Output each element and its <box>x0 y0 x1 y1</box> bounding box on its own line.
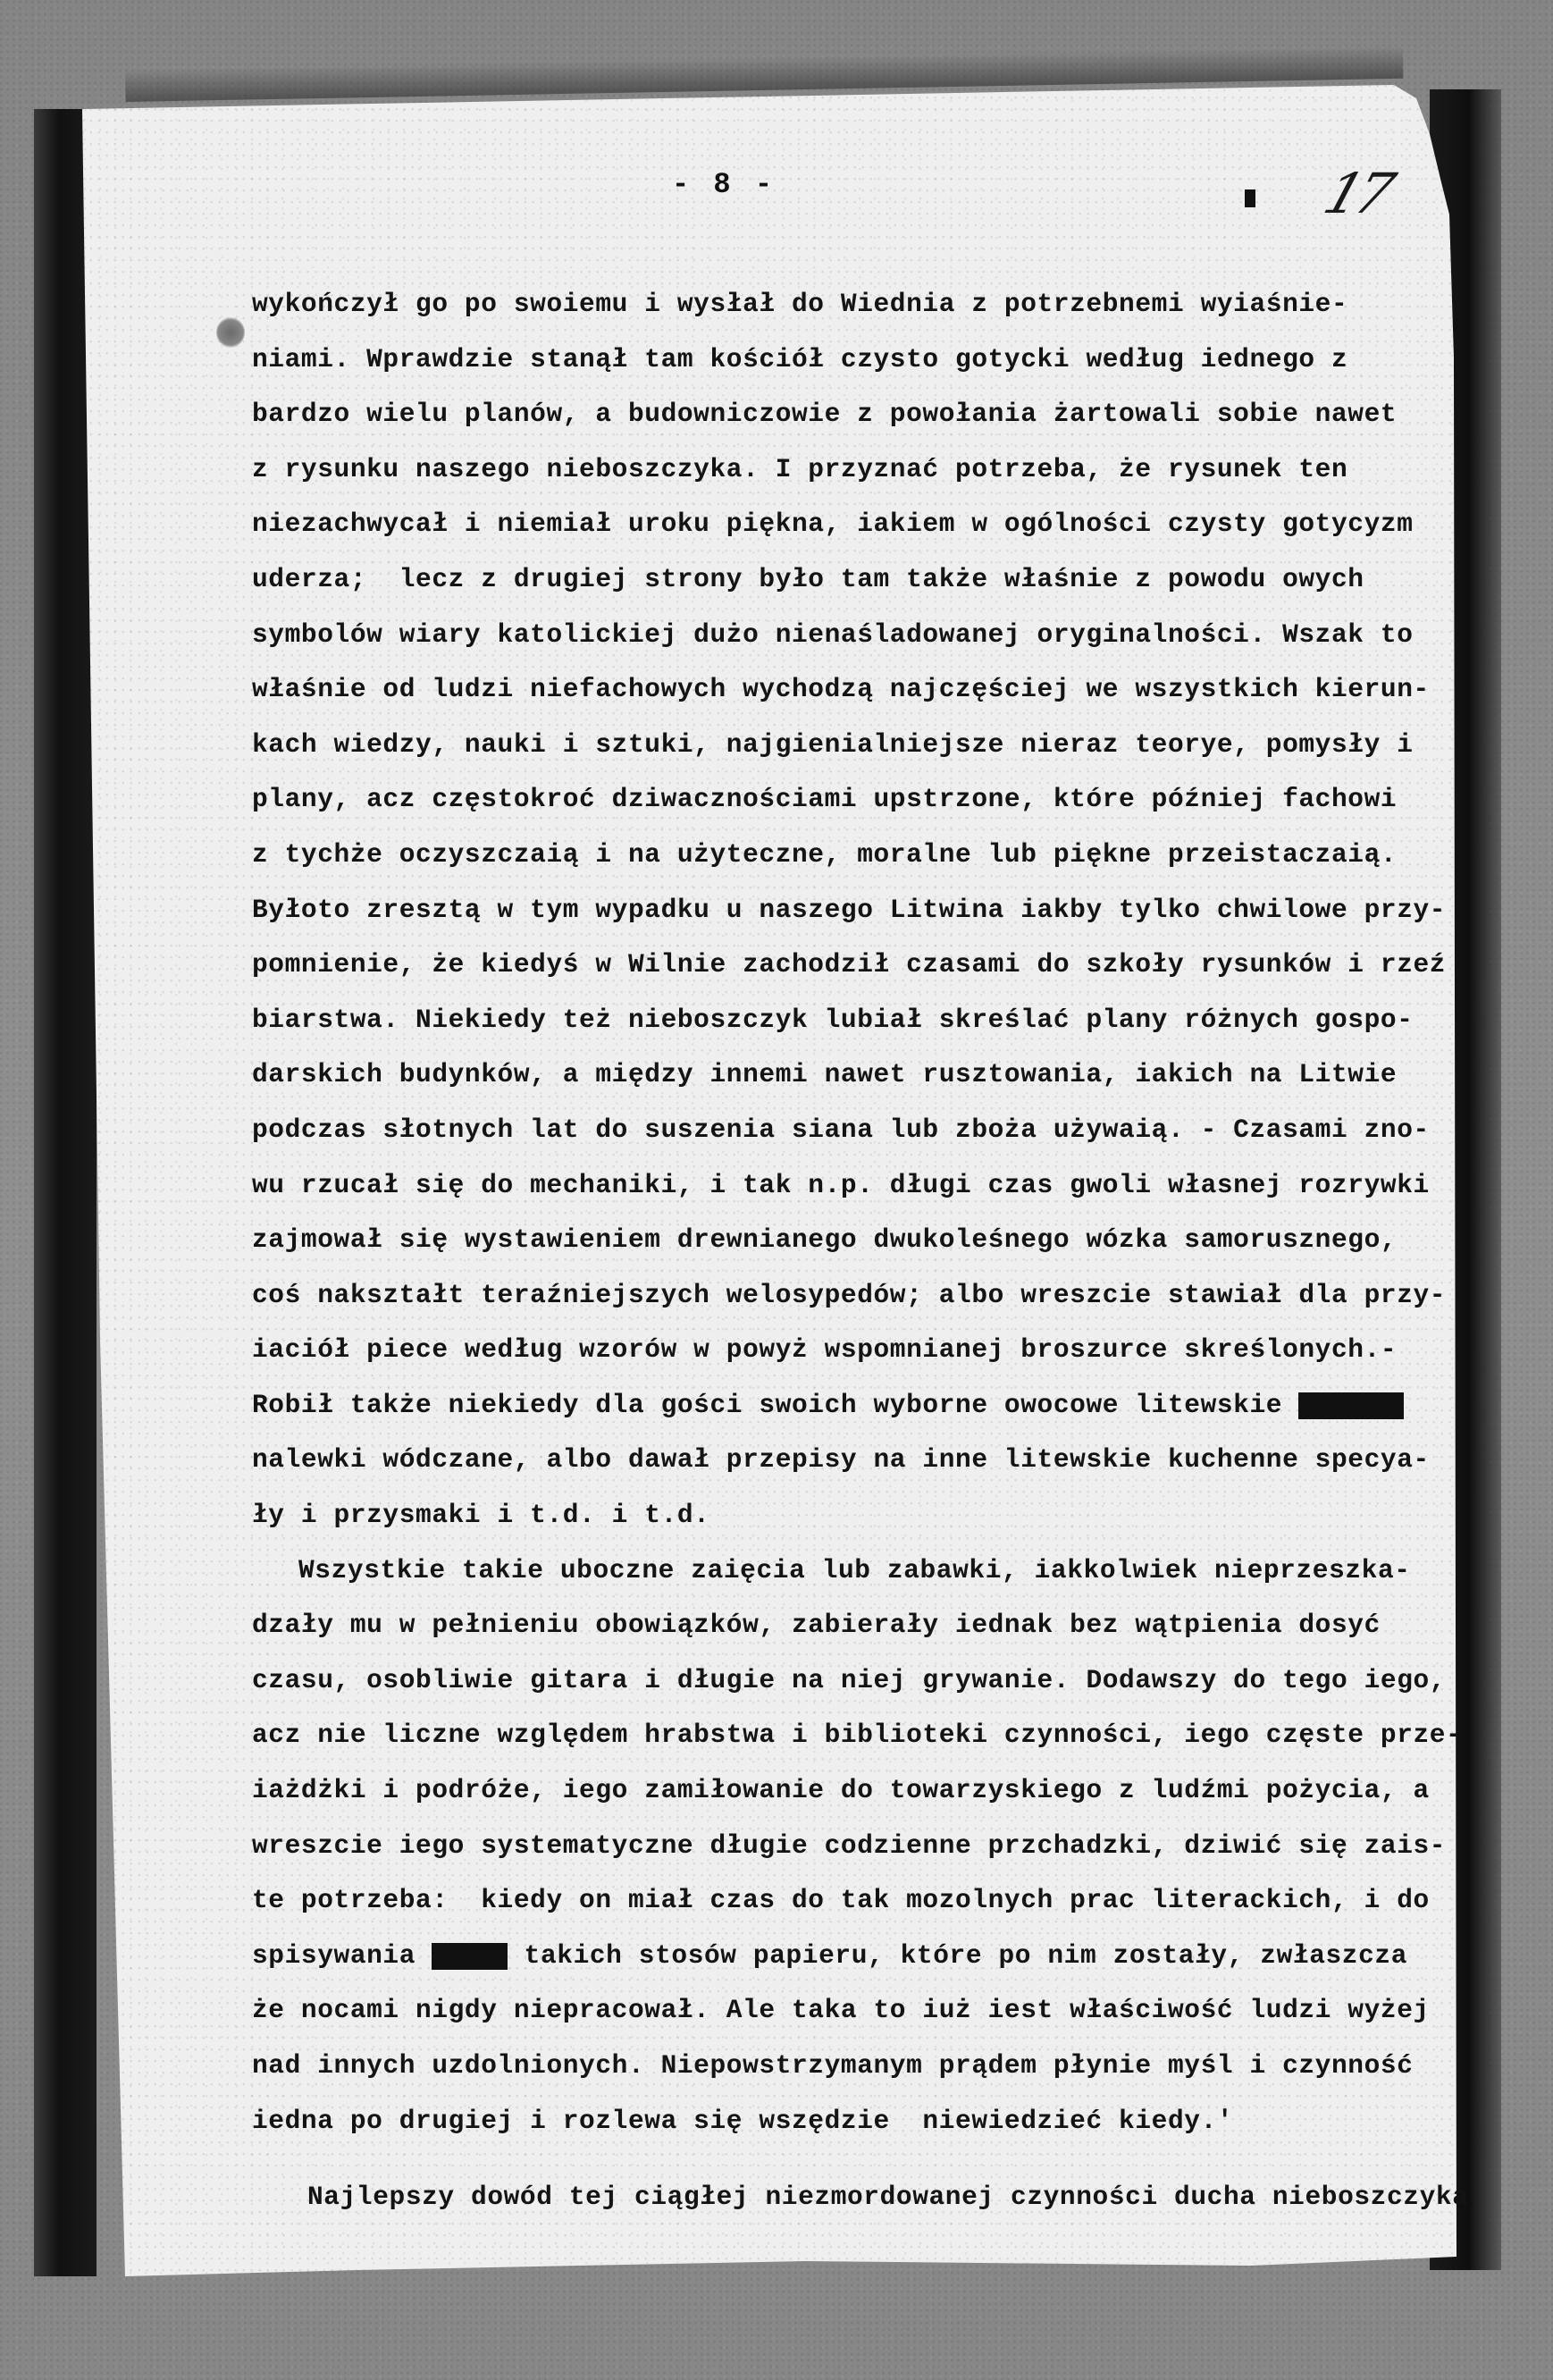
text-line: wykończył go po swoiemu i wysłał do Wiednia z potrzebnemi wyiaśnie- <box>252 289 1348 319</box>
text-line: Byłoto zresztą w tym wypadku u naszego Litwina iakby tylko chwilowe przy- <box>252 894 1447 925</box>
ink-mark <box>1245 189 1255 207</box>
text-line: acz nie liczne względem hrabstwa i biblioteki czynności, iego częste prze- <box>252 1720 1463 1751</box>
typewritten-body <box>252 277 1467 2225</box>
text-line: biarstwa. Niekiedy też nieboszczyk lubiał skreślać plany różnych gospo- <box>252 1004 1414 1035</box>
text-line: niezachwycał i niemiał uroku piękna, iakiem w ogólności czysty gotycyzm <box>252 509 1414 540</box>
paragraph-gap <box>252 2149 1467 2170</box>
text-line: ły i przysmaki i t.d. i t.d. <box>252 1500 710 1531</box>
text-segment: spisywania <box>252 1939 432 1971</box>
text-line: bardzo wielu planów, a budowniczowie z powołania żartowali sobie nawet <box>252 399 1398 430</box>
text-line: kach wiedzy, nauki i sztuki, najgienialniejsze nieraz teorye, pomysły i <box>252 728 1414 760</box>
text-line: podczas słotnych lat do suszenia siana lub zboża używaią. - Czasami zno- <box>252 1114 1430 1145</box>
text-segment: Robił także niekiedy dla gości swoich wyborne owocowe litewskie <box>252 1389 1299 1420</box>
text-line: pomnienie, że kiedyś w Wilnie zachodził czasami do szkoły rysunków i rzeź <box>252 949 1447 980</box>
text-segment: takich stosów papieru, które po nim zostały, zwłaszcza <box>508 1939 1408 1971</box>
text-line: z tychże oczyszczaią i na użyteczne, moralne lub piękne przeistaczaią. <box>252 838 1398 870</box>
text-line: nalewki wódczane, albo dawał przepisy na inne litewskie kuchenne specya- <box>252 1444 1430 1476</box>
text-line: iaciół piece według wzorów w powyż wspomnianej broszurce skreślonych.- <box>252 1334 1398 1366</box>
text-line-indented: Najlepszy dowód tej ciągłej niezmordowanej czynności ducha nieboszczyka <box>307 2182 1469 2213</box>
text-line: czasu, osobliwie gitara i długie na niej grywanie. Dodawszy do tego iego, <box>252 1664 1447 1695</box>
text-line: te potrzeba: kiedy on miał czas do tak mozolnych prac literackich, i do <box>252 1885 1430 1916</box>
text-line: niami. Wprawdzie stanął tam kościół czysto gotycki według iednego z <box>252 343 1348 374</box>
struck-out-word: xxbxx <box>433 1942 507 1970</box>
text-line: symbolów wiary katolickiej dużo nienaśladowanej oryginalności. Wszak to <box>252 618 1414 650</box>
paragraph-1 <box>252 277 1467 1543</box>
text-line: uderza; lecz z drugiej strony było tam także właśnie z powodu owych <box>252 563 1364 594</box>
text-line-indented: Wszystkie takie uboczne zaięcia lub zabawki, iakkolwiek nieprzeszka- <box>298 1554 1411 1585</box>
paragraph-3 <box>252 2170 1467 2225</box>
text-line: coś nakształt teraźniejszych welosypedów; albo wreszcie stawiał dla przy- <box>252 1279 1447 1310</box>
struck-out-word: xkxwkxx <box>1300 1392 1402 1419</box>
text-line-with-strikeout <box>252 1378 1467 1434</box>
text-line: zajmował się wystawieniem drewnianego dwukoleśnego wózka samorusznego, <box>252 1224 1398 1256</box>
text-line: iedna po drugiej i rozlewa się wszędzie niewiedzieć kiedy.' <box>252 2105 1234 2136</box>
text-line: właśnie od ludzi niefachowych wychodzą najczęściej we wszystkich kierun- <box>252 674 1430 705</box>
text-line: plany, acz częstokroć dziwacznościami upstrzone, które później fachowi <box>252 784 1398 815</box>
text-line-with-strikeout <box>252 1929 1467 1984</box>
handwritten-folio-number: 17 <box>1316 161 1398 226</box>
text-line: nad innych uzdolnionych. Niepowstrzymanym prądem płynie myśl i czynność <box>252 2050 1414 2081</box>
text-line: iażdżki i podróże, iego zamiłowanie do towarzyskiego z ludźmi pożycia, a <box>252 1775 1430 1806</box>
text-line: darskich budynków, a między innemi nawet rusztowania, iakich na Litwie <box>252 1059 1398 1090</box>
text-line: z rysunku naszego nieboszczyka. I przyznać potrzeba, że rysunek ten <box>252 453 1348 484</box>
text-line: że nocami nigdy niepracował. Ale taka to iuż iest właściwość ludzi wyżej <box>252 1995 1430 2026</box>
page-number: - 8 - <box>672 168 776 201</box>
paragraph-2 <box>252 1543 1467 2149</box>
text-line: wreszcie iego systematyczne długie codzienne przchadzki, dziwić się zais- <box>252 1829 1447 1861</box>
ink-blot <box>216 317 245 348</box>
text-line: dzały mu w pełnieniu obowiązków, zabierały iednak bez wątpienia dosyć <box>252 1610 1381 1641</box>
text-line: wu rzucał się do mechaniki, i tak n.p. długi czas gwoli własnej rozrywki <box>252 1169 1430 1200</box>
